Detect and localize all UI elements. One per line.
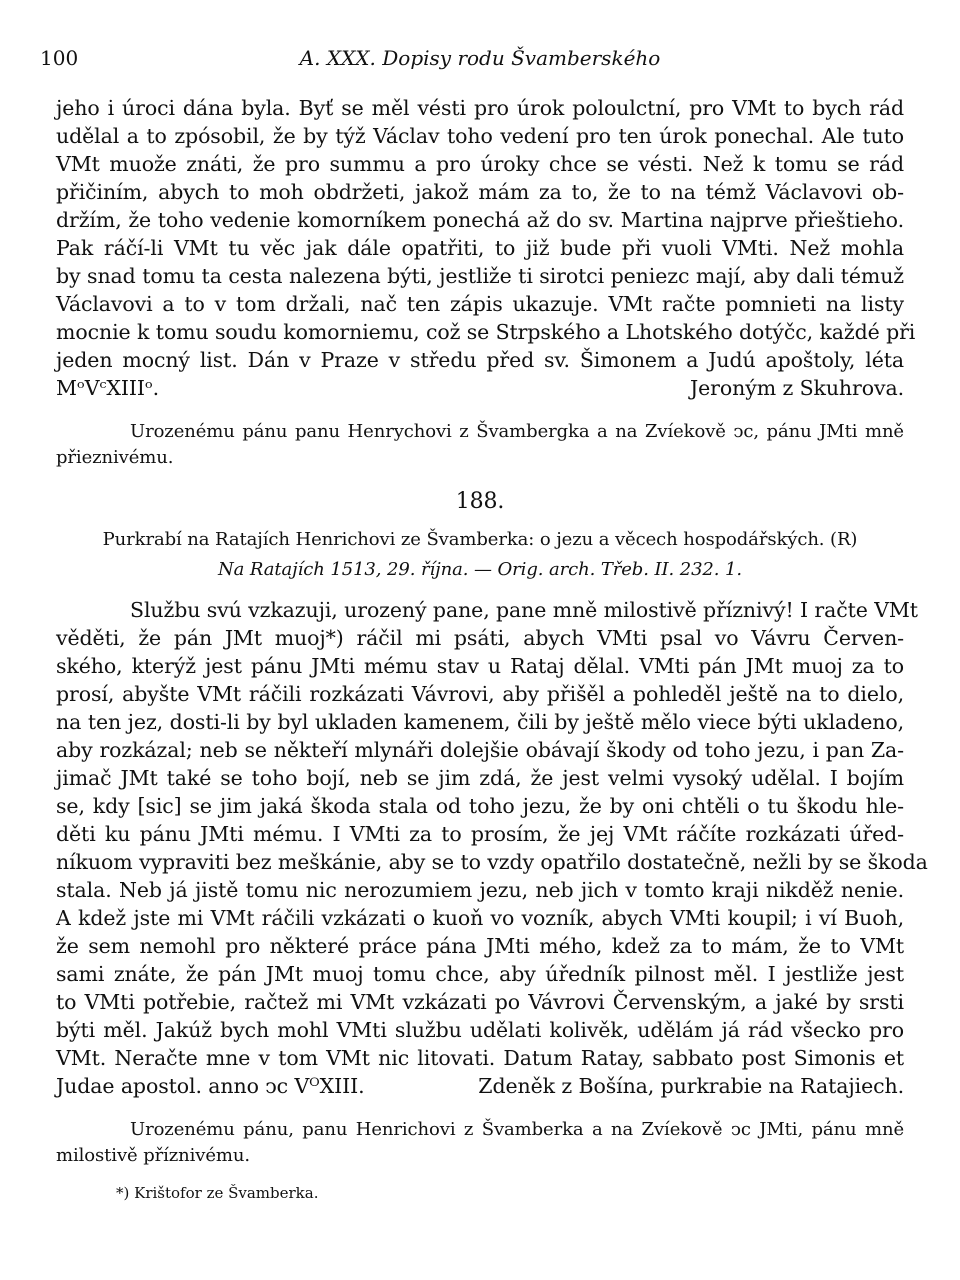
document-line: A kdež jste mi VMt ráčili vzkázati o kuoň vo vozník, abych VMti koupil; i ví Buoh, <box>56 906 904 930</box>
document-address: Urozenému pánu, panu Henrichovi z Švamberka a na Zvíekově ͻc JMti, pánu mně <box>130 1119 904 1140</box>
document-line: aby rozkázal; neb se někteří mlynáři dolejšie obávají škody od toho jezu, i pan Za- <box>56 738 904 762</box>
document-closing-date: Judae apostol. anno ͻc VᴼXIII. <box>56 1074 365 1098</box>
document-signature: Zdeněk z Bošína, purkrabie na Ratajiech. <box>478 1074 904 1098</box>
document-line: stala. Neb já jistě tomu nic nerozumiem jezu, neb jich v tomto kraji nikděž nenie. <box>56 878 904 902</box>
letter1-address: Urozenému pánu panu Henrychovi z Švambergka a na Zvíekově ͻc, pánu JMti mně <box>130 421 904 442</box>
letter1-line: jeden mocný list. Dán v Praze v středu před sv. Šimonem a Judú apoštoly, léta <box>56 348 904 372</box>
document-address: milostivě příznivému. <box>56 1145 251 1166</box>
document-summary: Purkrabí na Ratajích Henrichovi ze Švamberka: o jezu a věcech hospodářských. (R) <box>102 529 858 550</box>
document-line: jimač JMt také se toho bojí, neb se jim zdá, že jest velmi vysoký udělal. I bojím <box>56 766 904 790</box>
letter1-line: udělal a to zpósobil, že by týž Václav toho vedení pro ten úrok ponechal. Ale tuto <box>56 124 904 148</box>
document-source: Na Ratajích 1513, 29. října. — Orig. arch. Třeb. II. 232. 1. <box>217 559 743 580</box>
document-line: VMt. Neračte mne v tom VMt nic litovati. Datum Ratay, sabbato post Simonis et <box>56 1046 904 1070</box>
letter1-date: MᵒVᶜXIIIᵒ. <box>56 376 160 400</box>
letter1-line: by snad tomu ta cesta nalezena býti, jestliže ti sirotci peniezc mají, aby dali témuž <box>56 264 904 288</box>
letter1-line: mocnie k tomu soudu komorniemu, což se Strpského a Lhotského dotýčc, každé při <box>56 320 916 344</box>
letter1-line: jeho i úroci dána byla. Byť se měl vésti pro úrok poloulctní, pro VMt to bych rád <box>56 96 904 120</box>
document-line: sami znáte, že pán JMt muoj tomu chce, aby úředník pilnost měl. I jestliže jest <box>56 962 904 986</box>
document-line: Službu svú vzkazuji, urozený pane, pane mně milostivě příznivý! I račte VMt <box>130 598 918 622</box>
document-line: věděti, že pán JMt muoj*) ráčil mi psáti, abych VMti psal vo Vávru Červen- <box>56 626 904 650</box>
document-line: ského, kterýž jest pánu JMti mému stav u Rataj dělal. VMti pán JMt muoj za to <box>56 654 904 678</box>
letter1-address: přieznivému. <box>56 447 174 468</box>
letter1-line: Václavovi a to v tom držali, nač ten zápis ukazuje. VMt račte pomnieti na listy <box>56 292 904 316</box>
document-line: níkuom vypraviti bez meškánie, aby se to vzdy opatřilo dostatečně, nežli by se škoda <box>56 850 928 874</box>
document-line: se, kdy [sic] se jim jaká škoda stala od toho jezu, že by oni chtěli o tu škodu hle- <box>56 794 904 818</box>
letter1-line: přičiním, abych to moh obdržeti, jakož mám za to, že to na témž Václavovi ob- <box>56 180 904 204</box>
document-line: býti měl. Jakúž bych mohl VMti službu udělati kolivěk, udělám já rád všecko pro <box>56 1018 904 1042</box>
document-line: to VMti potřebie, račtež mi VMt vzkázati po Vávrovi Červenským, a jaké by srsti <box>56 990 904 1014</box>
letter1-line: VMt muože znáti, že pro summu a pro úroky chce se vésti. Než k tomu se rád <box>56 152 904 176</box>
letter1-line: Pak ráčí-li VMt tu věc jak dále opatřiti, to již bude při vuoli VMti. Než mohla <box>56 236 904 260</box>
running-title: A. XXX. Dopisy rodu Švamberského <box>299 46 661 70</box>
document-line: na ten jez, dosti-li by byl ukladen kamenem, čili by ještě mělo viece býti ukladeno, <box>56 710 904 734</box>
letter1-signature: Jeroným z Skuhrova. <box>690 376 904 400</box>
document-line: že sem nemohl pro některé práce pána JMti mého, kdež za to mám, že to VMt <box>56 934 904 958</box>
document-line: prosí, abyšte VMt ráčili rozkázati Vávrovi, aby přišěl a pohleděl ještě na to dielo, <box>56 682 904 706</box>
page-number: 100 <box>40 46 79 70</box>
document-number: 188. <box>455 489 505 514</box>
document-line: děti ku pánu JMti mému. I VMti za to prosím, že jej VMt ráčíte rozkázati úřed- <box>56 822 904 846</box>
letter1-line: držím, že toho vedenie komorníkem ponechá až do sv. Martina najprve přieštieho. <box>56 208 904 232</box>
footnote: *) Krištofor ze Švamberka. <box>116 1184 319 1202</box>
